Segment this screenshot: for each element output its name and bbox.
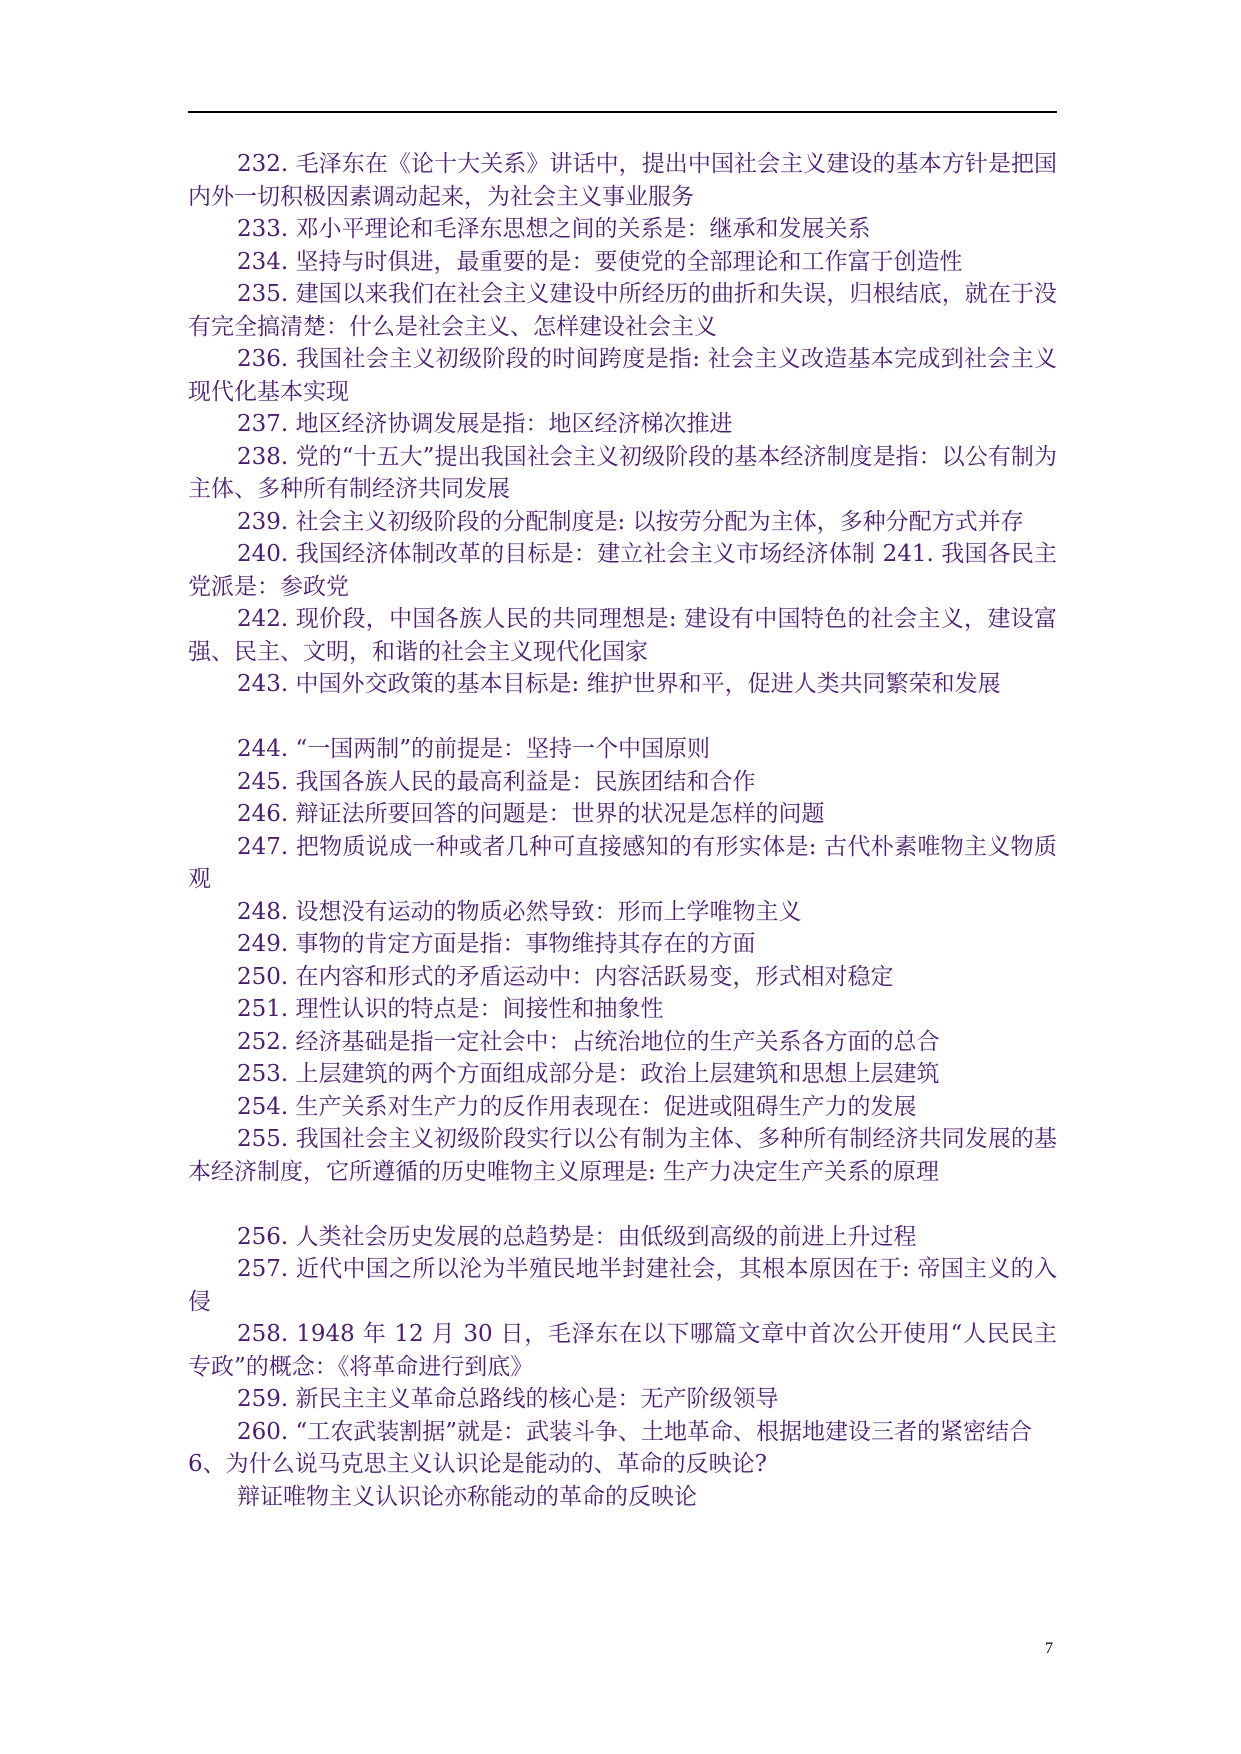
- answer-item: 258. 1948 年 12 月 30 日，毛泽东在以下哪篇文章中首次公开使用“人民民主专政”的概念：《将革命进行到底》: [188, 1321, 1057, 1380]
- answer-item: 242. 现价段，中国各族人民的共同理想是: 建设有中国特色的社会主义，建设富强、民主、文明，和谐的社会主义现代化国家: [188, 606, 1057, 665]
- answer-item: 259. 新民主主义革命总路线的核心是：无产阶级领导: [237, 1386, 779, 1412]
- answer-item: 239. 社会主义初级阶段的分配制度是: 以按劳分配为主体，多种分配方式并存: [237, 508, 1024, 535]
- answer-item: 257. 近代中国之所以沦为半殖民地半封建社会，其根本原因在于: 帝国主义的入侵: [188, 1256, 1057, 1315]
- answer-item: 237. 地区经济协调发展是指：地区经济梯次推进: [237, 411, 733, 437]
- answer-item: 252. 经济基础是指一定社会中：占统治地位的生产关系各方面的总合: [237, 1028, 940, 1055]
- answer-item: 240. 我国经济体制改革的目标是：建立社会主义市场经济体制 241. 我国各民主党派是：参政党: [188, 541, 1057, 600]
- answer-item: 247. 把物质说成一种或者几种可直接感知的有形实体是: 古代朴素唯物主义物质观: [188, 833, 1057, 892]
- answer-item: 260. “工农武装割据”就是：武装斗争、土地革命、根据地建设三者的紧密结合: [237, 1418, 1033, 1445]
- answer-item: 248. 设想没有运动的物质必然导致：形而上学唯物主义: [237, 898, 802, 925]
- body-text: [188, 148, 1057, 1513]
- answer-item: 249. 事物的肯定方面是指：事物维持其存在的方面: [237, 931, 756, 957]
- answer-item: 255. 我国社会主义初级阶段实行以公有制为主体、多种所有制经济共同发展的基本经济制度，它所遵循的历史唯物主义原理是: 生产力决定生产关系的原理: [188, 1126, 1057, 1185]
- answer-item: 233. 邓小平理论和毛泽东思想之间的关系是：继承和发展关系: [237, 216, 871, 242]
- answer-item: 244. “一国两制”的前提是：坚持一个中国原则: [237, 736, 711, 762]
- header-rule: [188, 111, 1057, 113]
- answer-item: 232. 毛泽东在《论十大关系》讲话中，提出中国社会主义建设的基本方针是把国内外一切积极因素调动起来，为社会主义事业服务: [188, 151, 1057, 210]
- answer-item: 250. 在内容和形式的矛盾运动中：内容活跃易变，形式相对稳定: [237, 963, 894, 990]
- paragraph-gap: [188, 701, 1057, 734]
- paragraph-gap: [188, 1188, 1057, 1221]
- section-heading: 6、为什么说马克思主义认识论是能动的、革命的反映论?: [188, 1451, 767, 1477]
- answer-item: 254. 生产关系对生产力的反作用表现在：促进或阻碍生产力的发展: [237, 1093, 917, 1120]
- answer-item: 245. 我国各族人民的最高利益是：民族团结和合作: [237, 768, 756, 795]
- answer-item: 辩证唯物主义认识论亦称能动的革命的反映论: [237, 1483, 697, 1510]
- answer-item: 243. 中国外交政策的基本目标是: 维护世界和平，促进人类共同繁荣和发展: [237, 671, 1001, 697]
- answer-item: 251. 理性认识的特点是：间接性和抽象性: [237, 996, 664, 1022]
- answer-item: 235. 建国以来我们在社会主义建设中所经历的曲折和失误，归根结底，就在于没有完全搞清楚：什么是社会主义、怎样建设社会主义: [188, 281, 1057, 340]
- answer-item: 253. 上层建筑的两个方面组成部分是：政治上层建筑和思想上层建筑: [237, 1061, 940, 1087]
- answer-item: 238. 党的“十五大”提出我国社会主义初级阶段的基本经济制度是指：以公有制为主体、多种所有制经济共同发展: [188, 443, 1057, 502]
- answer-item: 256. 人类社会历史发展的总趋势是：由低级到高级的前进上升过程: [237, 1223, 917, 1250]
- page-number: 7: [1045, 1640, 1053, 1657]
- answer-item: 234. 坚持与时俱进，最重要的是：要使党的全部理论和工作富于创造性: [237, 248, 963, 275]
- answer-item: 236. 我国社会主义初级阶段的时间跨度是指: 社会主义改造基本完成到社会主义现代化基本实现: [188, 346, 1057, 405]
- answer-item: 246. 辩证法所要回答的问题是：世界的状况是怎样的问题: [237, 801, 825, 827]
